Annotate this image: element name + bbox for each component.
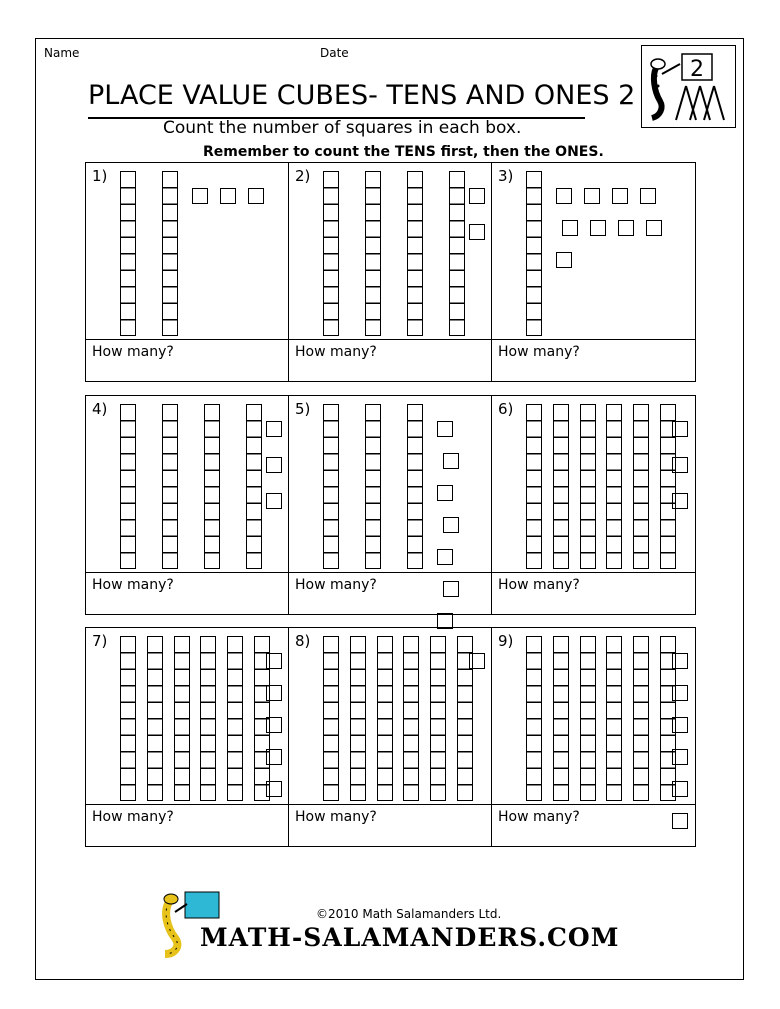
problem-number: 1) (92, 167, 108, 185)
ones-cube (672, 457, 688, 473)
ones-cube (672, 493, 688, 509)
salamander-icon (642, 46, 735, 127)
ones-cube (672, 421, 688, 437)
tens-rod (526, 404, 542, 569)
ones-cube (192, 188, 208, 204)
ones-cube (266, 685, 282, 701)
problem-number: 2) (295, 167, 311, 185)
problem-cell (86, 396, 289, 614)
page-title: PLACE VALUE CUBES- TENS AND ONES 2 (88, 80, 636, 111)
ones-cube (672, 685, 688, 701)
ones-cube (266, 421, 282, 437)
ones-cube (443, 517, 459, 533)
ones-cube (248, 188, 264, 204)
tens-rod (449, 171, 465, 336)
tens-rod (120, 636, 136, 801)
tens-rod (633, 636, 649, 801)
how-many-label: How many? (295, 344, 377, 360)
answer-row[interactable] (289, 572, 491, 616)
problem-number: 7) (92, 632, 108, 650)
problem-number: 6) (498, 400, 514, 418)
problem-cell (492, 396, 695, 614)
answer-row[interactable] (86, 572, 288, 616)
how-many-label: How many? (498, 577, 580, 593)
how-many-label: How many? (498, 809, 580, 825)
problem-number: 3) (498, 167, 514, 185)
answer-row[interactable] (289, 339, 491, 383)
tens-rod (204, 404, 220, 569)
problem-cell (289, 628, 492, 846)
ones-cube (266, 653, 282, 669)
answer-row[interactable] (86, 339, 288, 383)
problem-number: 8) (295, 632, 311, 650)
tens-rod (377, 636, 393, 801)
instruction: Remember to count the TENS first, then the ONES. (203, 144, 604, 160)
tens-rod (323, 636, 339, 801)
tens-rod (350, 636, 366, 801)
date-label: Date (320, 46, 349, 60)
ones-cube (437, 421, 453, 437)
answer-row[interactable] (86, 804, 288, 848)
tens-rod (246, 404, 262, 569)
ones-cube (556, 252, 572, 268)
ones-cube (469, 224, 485, 240)
ones-cube (266, 457, 282, 473)
grade-logo (641, 45, 736, 128)
answer-row[interactable] (492, 804, 695, 848)
how-many-label: How many? (92, 577, 174, 593)
ones-cube (672, 749, 688, 765)
ones-cube (266, 493, 282, 509)
ones-cube (220, 188, 236, 204)
tens-rod (430, 636, 446, 801)
how-many-label: How many? (295, 577, 377, 593)
tens-rod (580, 404, 596, 569)
ones-cube (618, 220, 634, 236)
tens-rod (174, 636, 190, 801)
tens-rod (606, 636, 622, 801)
how-many-label: How many? (92, 344, 174, 360)
problem-number: 9) (498, 632, 514, 650)
tens-rod (580, 636, 596, 801)
tens-rod (323, 171, 339, 336)
tens-rod (162, 404, 178, 569)
problem-grid (85, 162, 696, 382)
tens-rod (553, 404, 569, 569)
tens-rod (633, 404, 649, 569)
problem-number: 5) (295, 400, 311, 418)
answer-row[interactable] (492, 572, 695, 616)
ones-cube (672, 781, 688, 797)
ones-cube (612, 188, 628, 204)
problem-grid (85, 627, 696, 847)
ones-cube (266, 749, 282, 765)
ones-cube (469, 188, 485, 204)
ones-cube (443, 453, 459, 469)
ones-cube (584, 188, 600, 204)
tens-rod (606, 404, 622, 569)
ones-cube (469, 653, 485, 669)
copyright: ©2010 Math Salamanders Ltd. (316, 907, 502, 921)
tens-rod (407, 404, 423, 569)
subtitle: Count the number of squares in each box. (163, 118, 522, 138)
tens-rod (323, 404, 339, 569)
tens-rod (403, 636, 419, 801)
ones-cube (640, 188, 656, 204)
problem-cell (492, 163, 695, 381)
grade-number: 2 (690, 57, 704, 82)
problem-cell (492, 628, 695, 846)
tens-rod (407, 171, 423, 336)
ones-cube (266, 781, 282, 797)
answer-row[interactable] (492, 339, 695, 383)
ones-cube (590, 220, 606, 236)
ones-cube (562, 220, 578, 236)
brand-name: MATH-SALAMANDERS.COM (200, 923, 620, 952)
problem-cell (289, 163, 492, 381)
ones-cube (437, 485, 453, 501)
ones-cube (556, 188, 572, 204)
tens-rod (227, 636, 243, 801)
ones-cube (437, 549, 453, 565)
ones-cube (672, 717, 688, 733)
problem-cell (86, 628, 289, 846)
answer-row[interactable] (289, 804, 491, 848)
how-many-label: How many? (498, 344, 580, 360)
problem-grid (85, 395, 696, 615)
tens-rod (147, 636, 163, 801)
problem-cell (86, 163, 289, 381)
ones-cube (672, 653, 688, 669)
tens-rod (365, 404, 381, 569)
tens-rod (120, 171, 136, 336)
tens-rod (526, 636, 542, 801)
tens-rod (365, 171, 381, 336)
tens-rod (526, 171, 542, 336)
tens-rod (553, 636, 569, 801)
how-many-label: How many? (295, 809, 377, 825)
problem-cell (289, 396, 492, 614)
problem-number: 4) (92, 400, 108, 418)
ones-cube (266, 717, 282, 733)
name-label: Name (44, 46, 80, 60)
tens-rod (162, 171, 178, 336)
tens-rod (200, 636, 216, 801)
how-many-label: How many? (92, 809, 174, 825)
ones-cube (646, 220, 662, 236)
tens-rod (120, 404, 136, 569)
